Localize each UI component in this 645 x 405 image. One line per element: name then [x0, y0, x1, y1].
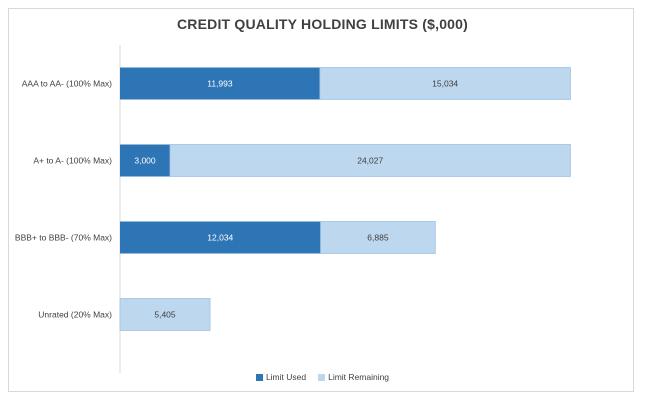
- legend-item-limit-remaining: [318, 372, 389, 382]
- category-label: Unrated (20% Max): [38, 309, 112, 320]
- chart-title: CREDIT QUALITY HOLDING LIMITS ($,000): [176, 16, 469, 32]
- category-label: BBB+ to BBB- (70% Max): [14, 232, 112, 243]
- legend-swatch-limit-remaining: [318, 374, 325, 381]
- legend-item-limit-used: [256, 372, 306, 382]
- category-label: AAA to AA- (100% Max): [21, 78, 112, 89]
- data-label-limit-remaining: 24,027: [357, 155, 384, 166]
- data-label-limit-used: 3,000: [134, 155, 156, 166]
- data-label-limit-remaining: 15,034: [432, 78, 459, 89]
- data-label-limit-remaining: 6,885: [367, 232, 389, 243]
- legend-swatch-limit-used: [256, 374, 263, 381]
- data-label-limit-remaining: 5,405: [154, 309, 176, 320]
- chart-legend: [0, 372, 645, 382]
- data-label-limit-used: 12,034: [207, 232, 234, 243]
- data-label-limit-used: 11,993: [207, 78, 233, 89]
- category-label: A+ to A- (100% Max): [33, 155, 112, 166]
- legend-label-limit-remaining: Limit Remaining: [328, 372, 390, 382]
- legend-label-limit-used: Limit Used: [265, 372, 307, 382]
